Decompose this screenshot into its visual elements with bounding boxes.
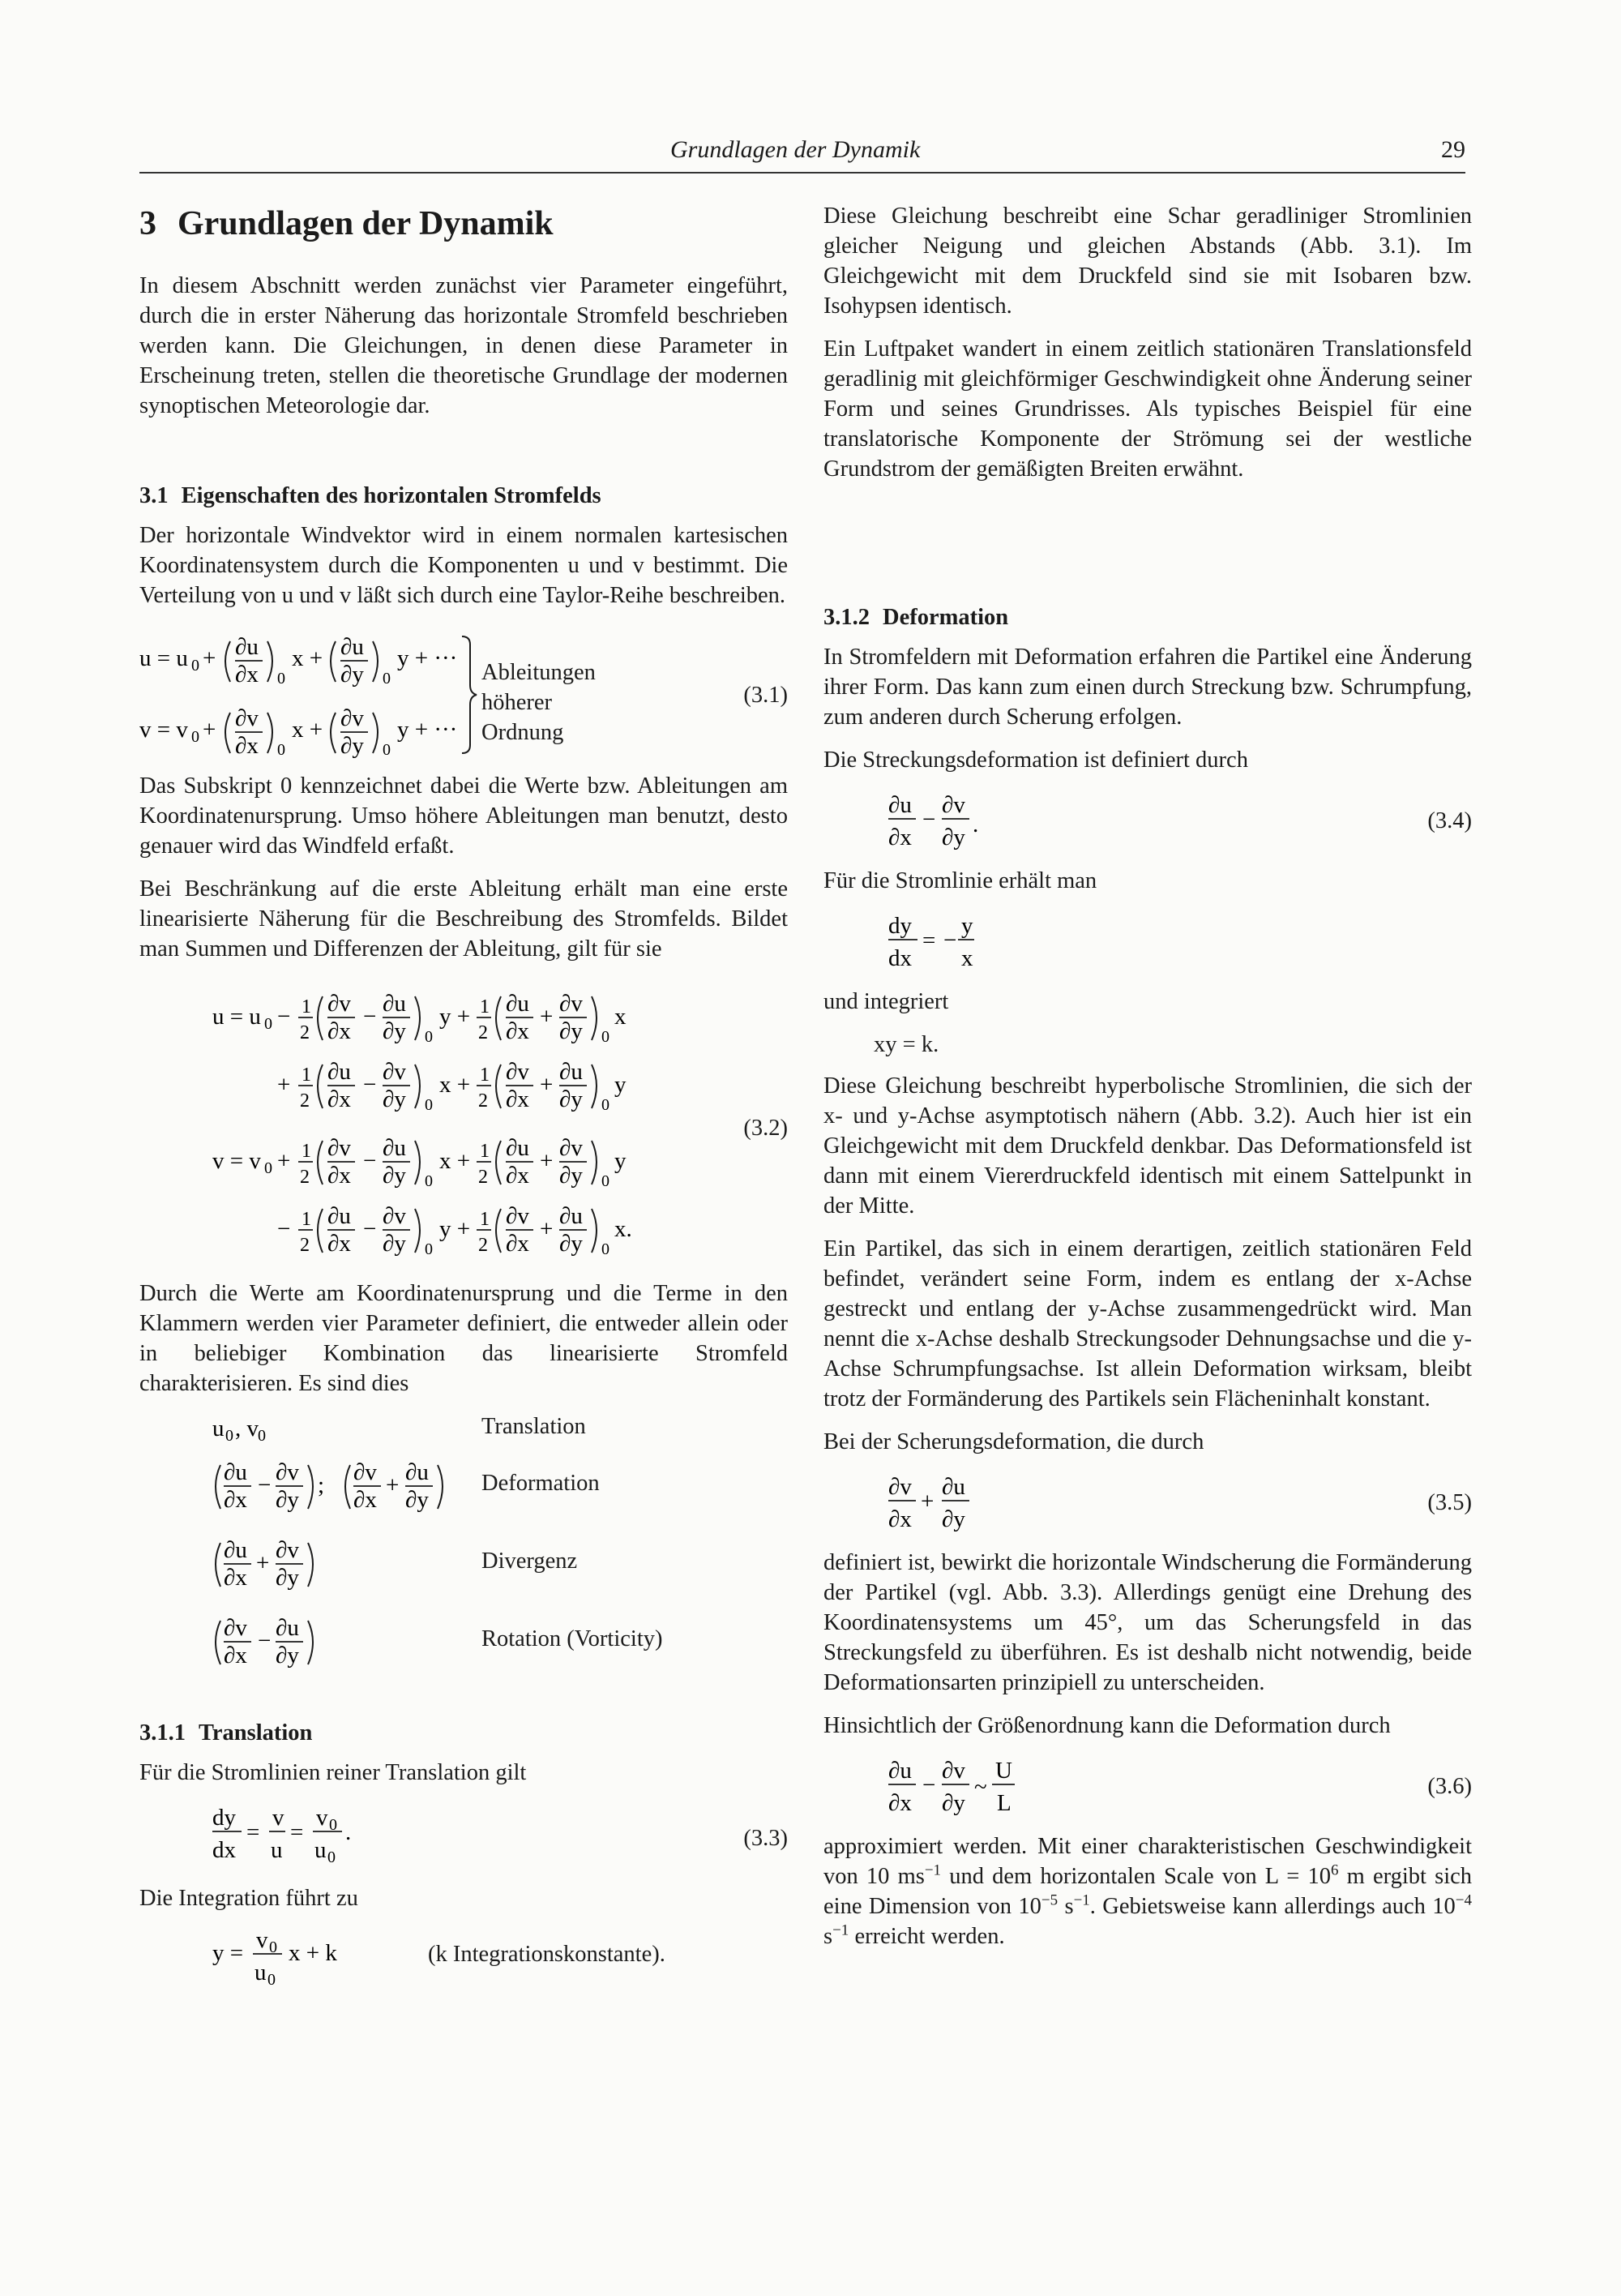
parameter-formulas [212,1411,488,1679]
svg-text:=: = [290,1819,304,1845]
svg-text:∂v: ∂v [559,991,583,1017]
exponent: −4 [1455,1891,1472,1909]
svg-text:1: 1 [302,1064,311,1086]
svg-text:+: + [540,1004,554,1030]
right-column [823,201,1472,1964]
section-title: Eigenschaften des horizontalen Stromfelds [181,483,601,508]
paragraph: Für die Stromlinie erhält man [823,868,1097,893]
equation-number: (3.5) [1427,1490,1472,1515]
exponent: −1 [832,1921,849,1939]
svg-text:1: 1 [302,1141,311,1162]
note-line: Ableitungen [481,660,596,685]
exponent: −1 [924,1861,942,1879]
svg-text:+: + [386,1472,400,1498]
svg-text:+: + [277,1072,291,1098]
equation-3-6 [823,1754,1472,1822]
svg-text:~: ~ [974,1774,987,1800]
svg-text:∂y: ∂y [559,1086,583,1112]
higher-order-note [481,658,596,747]
text-run: approximiert werden. Mit einer charakteristischen Geschwindigkeit von 10 ms [823,1834,1472,1889]
svg-text:∂u: ∂u [506,1135,529,1161]
right-brace [462,636,477,753]
svg-text:x +: x + [439,1148,471,1174]
paragraph: Für die Stromlinien reiner Translation gilt [139,1760,527,1785]
svg-text:y +: y + [439,1004,471,1030]
svg-text:−: − [363,1004,377,1030]
svg-text:∂v: ∂v [506,1203,529,1229]
svg-text:dy: dy [888,913,912,939]
svg-text:0: 0 [264,1015,272,1033]
svg-text:∂v: ∂v [340,705,364,731]
svg-text:−: − [922,807,936,833]
svg-text:∂u: ∂u [327,1059,351,1085]
svg-text:1: 1 [302,1209,311,1230]
svg-text:.: . [345,1819,352,1845]
svg-text:.: . [973,812,979,837]
svg-text:∂v: ∂v [353,1459,377,1485]
text-run: s [823,1924,833,1949]
svg-text:;: ; [318,1472,325,1498]
svg-text:y + ···: y + ··· [397,717,458,743]
svg-text:x.: x. [614,1216,632,1242]
svg-text:2: 2 [300,1235,310,1256]
section-heading-3-1-1 [139,1718,788,1748]
svg-text:+: + [540,1148,554,1174]
section-number: 3.1.2 [823,605,870,630]
svg-text:v = v: v = v [212,1148,261,1174]
param-label-rotation: Rotation (Vorticity) [481,1626,663,1651]
svg-text:∂x: ∂x [224,1643,247,1668]
svg-text:∂x: ∂x [506,1086,529,1112]
text-run: m ergibt sich eine Dimension von 10 [823,1864,1473,1919]
svg-text:∂y: ∂y [559,1018,583,1044]
text-run: . Gebietsweise kann allerdings auch 10 [1089,1894,1456,1919]
svg-text:∂x: ∂x [235,662,259,688]
chapter-number: 3 [139,205,156,242]
svg-text:0: 0 [327,1848,336,1866]
param-label-divergence: Divergenz [481,1549,578,1574]
svg-text:1: 1 [480,996,490,1017]
equation-3-2 [139,977,788,1269]
param-label-translation: Translation [481,1414,586,1439]
svg-text:∂u: ∂u [942,1474,965,1500]
svg-text:∂x: ∂x [888,825,912,850]
svg-text:∂y: ∂y [340,662,364,688]
svg-text:−: − [277,1216,291,1242]
svg-text:u: u [212,1416,225,1441]
equation-3-4 [823,788,1472,856]
svg-text:+: + [921,1489,935,1514]
svg-text:1: 1 [480,1141,490,1162]
svg-text:∂u: ∂u [276,1615,299,1641]
text-run: erreicht werden. [854,1924,1005,1949]
paragraph: Das Subskript 0 kennzeichnet dabei die Werte bzw. Ableitungen am Koordinatenursprung. Umso höhere Ableitungen man benutzt, desto genauer wird das Windfeld erfaßt. [139,773,788,859]
svg-text:0: 0 [425,1096,433,1114]
svg-text:1: 1 [480,1209,490,1230]
equation-number: (3.4) [1427,808,1472,833]
svg-text:+: + [203,717,216,743]
paragraph: Durch die Werte am Koordinatenursprung und die Terme in den Klammern werden vier Parameter definiert, die entweder allein oder in beliebiger Kombination das linearisierte Stromfeld charakterisieren. Es sind dies [139,1281,788,1396]
svg-text:∂u: ∂u [340,634,364,660]
svg-text:x: x [614,1004,627,1030]
svg-text:0: 0 [383,741,391,759]
svg-text:y +: y + [439,1216,471,1242]
note-line: Ordnung [481,720,564,745]
svg-text:∂u: ∂u [559,1059,583,1085]
svg-text:+: + [277,1148,291,1174]
svg-text:2: 2 [478,1235,488,1256]
svg-text:∂y: ∂y [383,1086,406,1112]
svg-text:∂x: ∂x [506,1163,529,1189]
svg-text:u = u: u = u [139,645,188,671]
paragraph: Bei der Scherungsdeformation, die durch [823,1429,1204,1454]
note-line: höherer [481,690,553,715]
svg-text:dx: dx [888,945,912,971]
svg-text:+: + [256,1550,270,1576]
svg-text:2: 2 [300,1090,310,1112]
svg-text:0: 0 [277,741,285,759]
equation-3-4-formula [888,788,1050,856]
svg-text:0: 0 [269,1938,277,1956]
svg-text:−: − [277,1004,291,1030]
svg-text:∂y: ∂y [942,1790,965,1816]
section-title: Deformation [883,605,1009,630]
equation-3-6-formula [888,1754,1083,1822]
svg-text:∂v: ∂v [559,1135,583,1161]
paragraph: Die Integration führt zu [139,1886,358,1911]
section-heading-3-1-2 [823,602,1472,632]
equation-3-2-formula [212,977,699,1269]
svg-text:∂y: ∂y [383,1231,406,1257]
svg-text:∂u: ∂u [235,634,259,660]
svg-text:2: 2 [478,1090,488,1112]
svg-text:1: 1 [480,1064,490,1086]
paragraph: Ein Partikel, das sich in einem derartigen, zeitlich stationären Feld befindet, verändert seine Form, indem es entlang der x-Achse gestreckt und entlang der y-Achse zusammengedrückt wird. Man nennt die x-Achse deshalb Streckungsoder Dehnungsachse und die y-Achse Schrumpfungsachse. Ist allein Deformation wirksam, bleibt trotz der Formänderung des Partikels sein Flächeninhalt konstant. [823,1236,1472,1411]
svg-text:∂y: ∂y [559,1231,583,1257]
svg-text:∂y: ∂y [405,1487,429,1513]
svg-text:+: + [540,1072,554,1098]
svg-text:∂u: ∂u [224,1459,247,1485]
svg-text:0: 0 [383,670,391,688]
svg-text:0: 0 [601,1028,609,1046]
equation-3-3-formula [212,1801,423,1874]
equation-number: (3.2) [743,1116,788,1141]
svg-text:0: 0 [225,1427,233,1445]
paragraph: Ein Luftpaket wandert in einem zeitlich stationären Translationsfeld geradlinig mit gleichförmiger Geschwindigkeit ohne Änderung seiner Form und seines Grundrisses. Als typisches Beispiel für eine translatorische Komponente der Strömung sei der westliche Grundstrom der gemäßigten Breiten erwähnt. [823,336,1472,482]
svg-text:−: − [943,927,957,953]
svg-text:u: u [254,1960,267,1985]
svg-text:∂y: ∂y [942,1506,965,1532]
paragraph-scale [823,1831,1472,1951]
svg-text:L: L [997,1790,1012,1816]
svg-text:−: − [258,1472,272,1498]
equation-3-1-formula [139,623,480,761]
svg-text:∂x: ∂x [888,1506,912,1532]
text-run: und dem horizontalen Scale von L = 10 [949,1864,1331,1889]
svg-text:∂v: ∂v [942,792,965,818]
svg-text:v: v [272,1805,284,1831]
chapter-heading [139,204,788,243]
integration-formula [212,1926,407,1991]
svg-text:∂y: ∂y [276,1565,299,1591]
svg-text:∂y: ∂y [276,1643,299,1668]
paragraph: Diese Gleichung beschreibt hyperbolische Stromlinien, die sich der x- und y-Achse asymptotisch nähern (Abb. 3.2). Auch hier ist ein Gleichgewicht mit dem Druckfeld denkbar. Das Deformationsfeld ist dann mit einem Viererdruckfeld identisch mit einem Sattelpunkt in der Mitte. [823,1073,1472,1219]
svg-text:y: y [614,1148,627,1174]
svg-text:=: = [922,927,936,953]
svg-text:∂y: ∂y [559,1163,583,1189]
section-number: 3.1.1 [139,1720,186,1746]
exponent: −1 [1073,1891,1090,1909]
svg-text:0: 0 [267,1971,276,1989]
section-heading-3-1 [139,481,788,511]
svg-text:v: v [256,1927,268,1953]
paragraph: Diese Gleichung beschreibt eine Schar geradliniger Stromlinien gleicher Neigung und gleichen Abstands (Abb. 3.1). Im Gleichgewicht mit dem Druckfeld sind sie mit Isobaren bzw. Isohypsen identisch. [823,203,1472,319]
svg-text:∂u: ∂u [405,1459,429,1485]
svg-text:0: 0 [425,1240,433,1258]
svg-text:y =: y = [212,1940,244,1966]
svg-text:y + ···: y + ··· [397,645,458,671]
svg-text:∂v: ∂v [383,1203,406,1229]
equation-number: (3.1) [743,683,788,708]
svg-text:0: 0 [601,1240,609,1258]
svg-text:1: 1 [302,996,311,1017]
svg-text:x + k: x + k [289,1940,337,1966]
svg-text:dy: dy [212,1805,236,1831]
equation-number: (3.6) [1427,1774,1472,1799]
svg-text:x: x [961,945,973,971]
svg-text:0: 0 [258,1427,266,1445]
svg-text:∂x: ∂x [327,1018,351,1044]
svg-text:y: y [961,913,973,939]
svg-text:∂v: ∂v [276,1537,299,1563]
page-number: 29 [1441,136,1465,163]
svg-text:∂v: ∂v [942,1758,965,1784]
equation-xy: xy = k. [874,1032,939,1057]
svg-text:∂u: ∂u [383,1135,406,1161]
svg-text:y: y [614,1072,627,1098]
paragraph: Der horizontale Windvektor wird in einem normalen kartesischen Koordinatensystem durch die Komponenten u und v bestimmt. Die Verteilung von u und v läßt sich durch eine Taylor-Reihe beschreiben. [139,523,788,608]
svg-text:0: 0 [425,1172,433,1190]
svg-text:∂u: ∂u [383,991,406,1017]
svg-text:∂y: ∂y [340,733,364,759]
svg-text:∂y: ∂y [383,1018,406,1044]
svg-text:u: u [271,1837,283,1863]
svg-text:∂x: ∂x [506,1018,529,1044]
svg-text:∂u: ∂u [888,792,912,818]
svg-text:∂u: ∂u [506,991,529,1017]
svg-text:−: − [363,1072,377,1098]
paragraph: Hinsichtlich der Größenordnung kann die Deformation durch [823,1713,1391,1738]
parameter-list [139,1411,788,1679]
svg-text:2: 2 [300,1167,310,1188]
svg-text:, v: , v [235,1416,259,1441]
equation-3-1 [139,623,788,761]
svg-text:dx: dx [212,1837,236,1863]
svg-text:0: 0 [329,1816,337,1834]
equation-streamline [823,909,1472,977]
chapter-title: Grundlagen der Dynamik [177,205,554,242]
svg-text:−: − [258,1628,272,1654]
svg-text:0: 0 [191,657,199,675]
equation-3-5-formula [888,1470,1050,1538]
text-run: s [1064,1894,1074,1919]
section-title: Translation [199,1720,313,1746]
param-label-deformation: Deformation [481,1471,600,1496]
svg-text:2: 2 [478,1022,488,1043]
svg-text:∂x: ∂x [224,1487,247,1513]
running-title: Grundlagen der Dynamik [670,136,921,163]
equation-number: (3.3) [743,1826,788,1851]
header-rule [139,172,1465,173]
paragraph: und integriert [823,989,949,1014]
svg-text:∂u: ∂u [224,1537,247,1563]
svg-text:2: 2 [300,1022,310,1043]
svg-text:u: u [314,1837,327,1863]
svg-text:=: = [246,1819,260,1845]
svg-text:∂v: ∂v [327,991,351,1017]
svg-text:0: 0 [264,1159,272,1177]
svg-text:+: + [203,645,216,671]
svg-text:−: − [922,1772,936,1798]
paragraph: Die Streckungsdeformation ist definiert durch [823,747,1248,773]
svg-text:0: 0 [425,1028,433,1046]
svg-text:∂v: ∂v [506,1059,529,1085]
svg-text:0: 0 [277,670,285,688]
exponent: 6 [1330,1861,1339,1879]
svg-text:−: − [363,1216,377,1242]
svg-text:v = v: v = v [139,717,188,743]
svg-text:∂y: ∂y [276,1487,299,1513]
svg-text:0: 0 [191,728,199,746]
svg-text:U: U [995,1758,1012,1784]
svg-text:∂x: ∂x [235,733,259,759]
svg-text:+: + [540,1216,554,1242]
svg-text:∂v: ∂v [224,1615,247,1641]
chapter-intro: In diesem Abschnitt werden zunächst vier Parameter eingeführt, durch die in erster Näherung das horizontale Stromfeld beschrieben werden kann. Die Gleichungen, in denen diese Parameter in Erscheinung treten, stellen die theoretische Grundlage der modernen synoptischen Meteorologie dar. [139,273,788,418]
streamline-formula [888,909,1050,977]
svg-text:−: − [363,1148,377,1174]
svg-text:x +: x + [292,717,323,743]
svg-text:∂v: ∂v [327,1135,351,1161]
svg-text:∂x: ∂x [353,1487,377,1513]
svg-text:∂v: ∂v [235,705,259,731]
svg-text:∂u: ∂u [327,1203,351,1229]
equation-3-5 [823,1470,1472,1538]
equation-3-3 [139,1801,788,1874]
svg-text:∂x: ∂x [327,1163,351,1189]
svg-text:∂x: ∂x [224,1565,247,1591]
running-header [139,136,1465,169]
paragraph: definiert ist, bewirkt die horizontale Windscherung die Formänderung der Partikel (vgl. Abb. 3.3). Allerdings genügt eine Drehung des Koordinatensystems um 45°, um das Scherungsfeld in das Streckungsfeld zu überführen. Es ist deshalb nicht notwendig, beide Deformationsarten prinzipiell zu unterscheiden. [823,1550,1472,1695]
paragraph: Bei Beschränkung auf die erste Ableitung erhält man eine erste linearisierte Näherung für die Beschreibung des Stromfelds. Bildet man Summen und Differenzen der Ableitung, gilt für sie [139,876,788,962]
svg-text:∂v: ∂v [888,1474,912,1500]
svg-text:x +: x + [292,645,323,671]
svg-text:∂x: ∂x [506,1231,529,1257]
svg-text:∂v: ∂v [276,1459,299,1485]
svg-text:∂y: ∂y [383,1163,406,1189]
svg-text:v: v [316,1805,328,1831]
equation-integration [139,1926,788,1991]
left-column [139,201,788,2001]
svg-text:∂y: ∂y [942,825,965,850]
svg-text:2: 2 [478,1167,488,1188]
svg-text:x +: x + [439,1072,471,1098]
svg-text:u = u: u = u [212,1004,261,1030]
svg-text:0: 0 [601,1096,609,1114]
svg-text:∂x: ∂x [327,1231,351,1257]
svg-text:0: 0 [601,1172,609,1190]
svg-text:∂x: ∂x [327,1086,351,1112]
svg-text:∂x: ∂x [888,1790,912,1816]
svg-text:∂u: ∂u [559,1203,583,1229]
svg-text:∂u: ∂u [888,1758,912,1784]
section-number: 3.1 [139,483,169,508]
svg-text:∂v: ∂v [383,1059,406,1085]
exponent: −5 [1041,1891,1059,1909]
paragraph: In Stromfeldern mit Deformation erfahren die Partikel eine Änderung ihrer Form. Das kann zum einen durch Streckung bzw. Schrumpfung, zum anderen durch Scherung erfolgen. [823,645,1472,730]
integration-constant-note: (k Integrationskonstante). [428,1942,665,1967]
